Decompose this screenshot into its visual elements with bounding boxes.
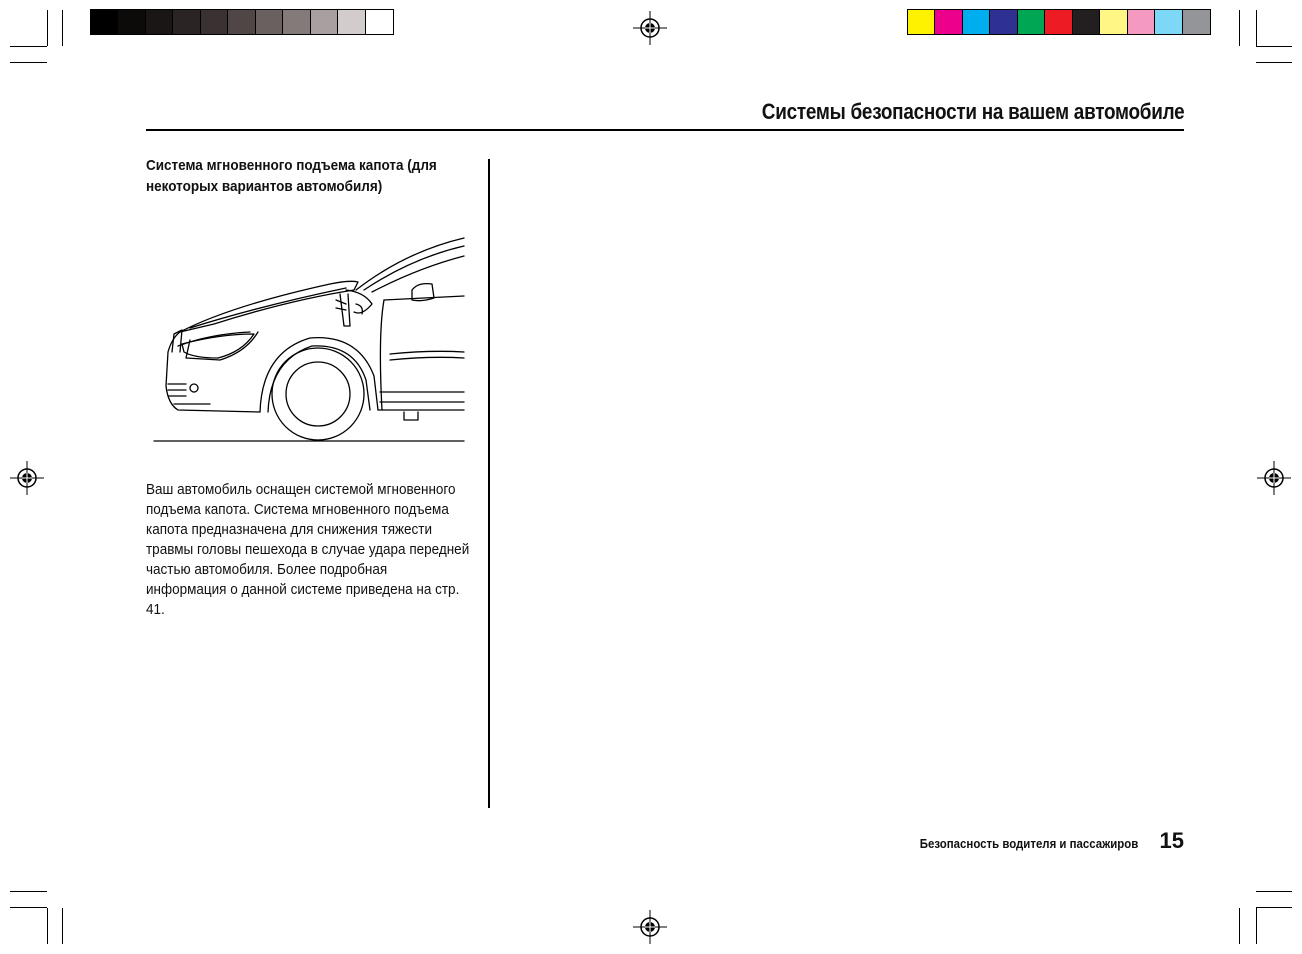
gray-swatch [228,10,255,34]
registration-mark-icon [1257,461,1291,495]
color-swatch [1073,10,1100,34]
registration-mark-icon [633,910,667,944]
gray-swatch [173,10,200,34]
color-swatch [1183,10,1210,34]
section-body: Ваш автомобиль оснащен системой мгновенного подъема капота. Система мгновенного подъема капота предназначена для снижения тяжести травмы головы пешехода в случае удара передней частью автомобиля. Более подробная информация о данной системе приведена на стр. 41. [146,481,470,618]
gray-swatch [201,10,228,34]
gray-swatch [118,10,145,34]
color-swatch [935,10,962,34]
color-swatch [1018,10,1045,34]
registration-mark-icon [10,461,44,495]
gray-swatch [311,10,338,34]
registration-mark-icon [633,11,667,45]
header-rule [146,129,1184,131]
gray-swatch [256,10,283,34]
color-swatch-strip [907,9,1211,35]
color-swatch [1155,10,1182,34]
color-swatch [1045,10,1072,34]
page-number: 15 [1159,828,1184,853]
grayscale-swatch-strip [90,9,394,35]
color-swatch [963,10,990,34]
gray-swatch [283,10,310,34]
car-hood-lift-icon [150,234,468,446]
column-divider [488,159,490,808]
gray-swatch [91,10,118,34]
color-swatch [1100,10,1127,34]
footer-section-name: Безопасность водителя и пассажиров [919,836,1138,851]
color-swatch [990,10,1017,34]
color-swatch [908,10,935,34]
gray-swatch [146,10,173,34]
gray-swatch [338,10,365,34]
color-swatch [1128,10,1155,34]
page-title: Системы безопасности на вашем автомобиле [761,99,1184,124]
gray-swatch [366,10,393,34]
section-heading: Система мгновенного подъема капота (для некоторых вариантов автомобиля) [146,157,437,195]
